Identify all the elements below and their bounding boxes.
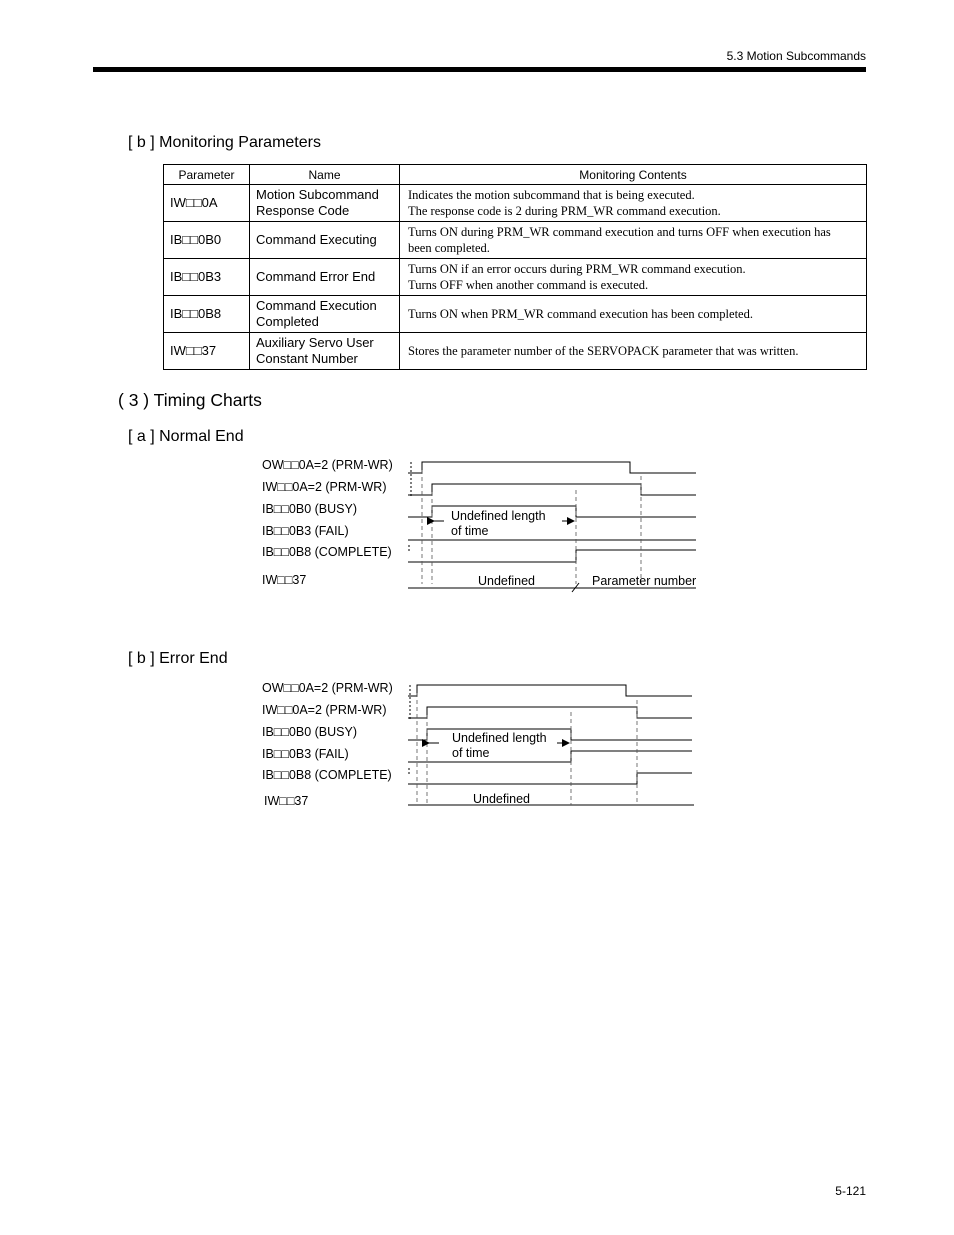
monitoring-parameters-heading: [ b ] Monitoring Parameters bbox=[128, 134, 321, 151]
cell-parameter: IB□□0B3 bbox=[164, 259, 250, 296]
column-header-parameter: Parameter bbox=[164, 165, 250, 185]
error-waveform-busy bbox=[408, 729, 692, 740]
normal-parameter-number-label: Parameter number bbox=[592, 574, 697, 588]
cell-parameter: IW□□0A bbox=[164, 185, 250, 222]
contents-line: Turns ON during PRM_WR command execution and turns OFF when execution has bbox=[408, 225, 831, 239]
error-annotation-line-2: of time bbox=[452, 746, 490, 760]
normal-signal-label-busy: IB□□0B0 (BUSY) bbox=[262, 502, 357, 516]
error-signal-label-fail: IB□□0B3 (FAIL) bbox=[262, 747, 349, 761]
name-line: Completed bbox=[256, 314, 319, 329]
contents-line: The response code is 2 during PRM_WR command execution. bbox=[408, 204, 721, 218]
timing-charts-heading: ( 3 ) Timing Charts bbox=[118, 390, 262, 410]
contents-line: Indicates the motion subcommand that is being executed. bbox=[408, 188, 695, 202]
error-waveform-complete bbox=[408, 773, 692, 784]
name-line: Response Code bbox=[256, 203, 350, 218]
normal-signal-label-iw0a: IW□□0A=2 (PRM-WR) bbox=[262, 480, 387, 494]
normal-undefined-label: Undefined bbox=[478, 574, 535, 588]
page-number: 5-121 bbox=[835, 1184, 866, 1198]
normal-signal-label-ow0a: OW□□0A=2 (PRM-WR) bbox=[262, 458, 393, 472]
name-line: Motion Subcommand bbox=[256, 187, 379, 202]
normal-signal-label-iw37: IW□□37 bbox=[262, 573, 307, 587]
normal-annotation-line-1: Undefined length bbox=[451, 509, 546, 523]
contents-line: Turns ON when PRM_WR command execution has been completed. bbox=[408, 307, 753, 321]
column-header-contents: Monitoring Contents bbox=[400, 165, 867, 185]
error-signal-label-iw0a: IW□□0A=2 (PRM-WR) bbox=[262, 703, 387, 717]
error-annotation-line-1: Undefined length bbox=[452, 731, 547, 745]
name-line: Constant Number bbox=[256, 351, 358, 366]
normal-end-heading: [ a ] Normal End bbox=[128, 428, 244, 445]
name-line: Command Execution bbox=[256, 298, 377, 313]
normal-signal-label-complete: IB□□0B8 (COMPLETE) bbox=[262, 545, 392, 559]
normal-annotation-line-2: of time bbox=[451, 524, 489, 538]
error-signal-label-complete: IB□□0B8 (COMPLETE) bbox=[262, 768, 392, 782]
contents-line: Turns ON if an error occurs during PRM_WR command execution. bbox=[408, 262, 746, 276]
error-undefined-label: Undefined bbox=[473, 792, 530, 806]
error-waveform-ow0a bbox=[408, 685, 692, 696]
contents-line: been completed. bbox=[408, 241, 490, 255]
error-end-heading: [ b ] Error End bbox=[128, 650, 228, 667]
name-line: Auxiliary Servo User bbox=[256, 335, 374, 350]
column-header-name: Name bbox=[250, 165, 400, 185]
cell-parameter: IB□□0B8 bbox=[164, 296, 250, 333]
error-signal-label-ow0a: OW□□0A=2 (PRM-WR) bbox=[262, 681, 393, 695]
error-waveform-iw0a bbox=[408, 707, 692, 718]
contents-line: Stores the parameter number of the SERVOPACK parameter that was written. bbox=[408, 344, 799, 358]
header-section-title: 5.3 Motion Subcommands bbox=[726, 49, 866, 63]
cell-parameter: IW□□37 bbox=[164, 333, 250, 370]
name-line: Command Error End bbox=[256, 269, 376, 284]
normal-signal-label-fail: IB□□0B3 (FAIL) bbox=[262, 524, 349, 538]
name-line: Command Executing bbox=[256, 232, 377, 247]
contents-line: Turns OFF when another command is executed. bbox=[408, 278, 649, 292]
cell-parameter: IB□□0B0 bbox=[164, 222, 250, 259]
error-signal-label-busy: IB□□0B0 (BUSY) bbox=[262, 725, 357, 739]
error-signal-label-iw37: IW□□37 bbox=[264, 794, 309, 808]
error-waveform-fail bbox=[408, 751, 692, 762]
